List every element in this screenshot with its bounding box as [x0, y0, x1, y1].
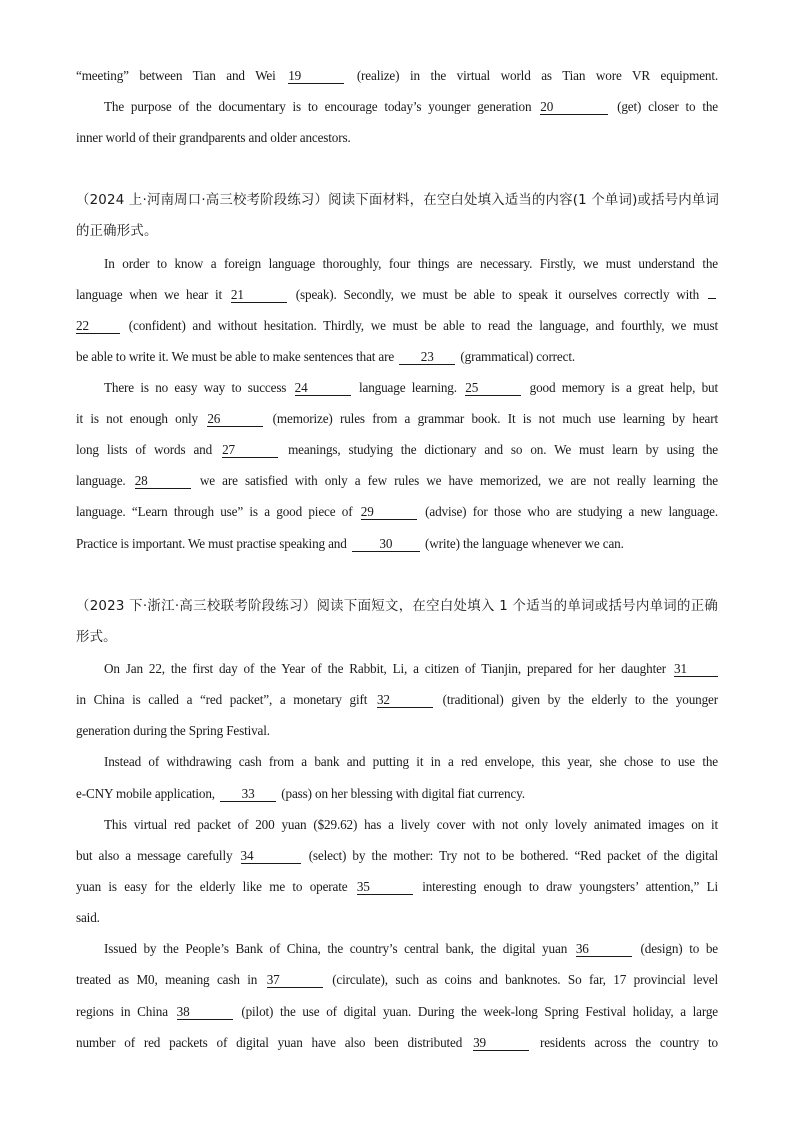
answer-blank-29[interactable]: 29 — [361, 504, 417, 520]
text-span: residents across the country to — [539, 1035, 718, 1050]
text-line — [76, 348, 718, 366]
answer-blank-22-start — [708, 298, 716, 299]
answer-blank-32[interactable]: 32 — [377, 692, 433, 708]
answer-blank-37[interactable]: 37 — [267, 972, 323, 988]
text-line — [76, 1034, 718, 1052]
text-line — [104, 940, 718, 958]
text-span: (realize) in the virtual world as Tian wore VR equipment. — [356, 68, 719, 83]
text-line: Instead of withdrawing cash from a bank and putting it in a red envelope, this year, she chose to use the — [104, 754, 718, 769]
text-span: meanings, studying the dictionary and so on. We must learn by using the — [288, 442, 719, 457]
question-header: 的正确形式。 — [76, 224, 158, 239]
answer-blank-26[interactable]: 26 — [207, 411, 263, 427]
answer-blank-39[interactable]: 39 — [473, 1035, 529, 1051]
text-span: (speak). Secondly, we must be able to speak it ourselves correctly with — [295, 287, 700, 302]
text-span: “meeting” between Tian and Wei — [76, 68, 276, 83]
answer-blank-27[interactable]: 27 — [222, 442, 278, 458]
text-line: In order to know a foreign language thoroughly, four things are necessary. Firstly, we must understand the — [104, 256, 718, 271]
text-span: e-CNY mobile application, — [76, 786, 215, 801]
text-line — [76, 1003, 718, 1021]
text-span: Practice is important. We must practise speaking and — [76, 536, 347, 551]
text-span: but also a message carefully — [76, 848, 233, 863]
text-span: yuan is easy for the elderly like me to operate — [76, 879, 348, 894]
answer-blank-31[interactable]: 31 — [674, 661, 718, 677]
text-line — [104, 660, 718, 678]
text-span: (memorize) rules from a grammar book. It is not much use learning by heart — [272, 411, 718, 426]
answer-blank-33[interactable]: 33 — [220, 786, 276, 802]
text-span: interesting enough to draw youngsters’ attention,” Li — [422, 879, 718, 894]
text-line — [76, 286, 718, 304]
text-line: This virtual red packet of 200 yuan ($29.62) has a lively cover with not only lovely animated images on it — [104, 817, 718, 832]
text-span: (pilot) the use of digital yuan. During the week-long Spring Festival holiday, a large — [241, 1004, 718, 1019]
answer-blank-38[interactable]: 38 — [177, 1004, 233, 1020]
text-line — [76, 472, 718, 490]
text-span: in China is called a “red packet”, a monetary gift — [76, 692, 368, 707]
text-span: Issued by the People’s Bank of China, the country’s central bank, the digital yuan — [104, 941, 568, 956]
answer-blank-34[interactable]: 34 — [241, 848, 301, 864]
answer-blank-28[interactable]: 28 — [135, 473, 191, 489]
answer-blank-22[interactable]: 22 — [76, 318, 120, 334]
text-span: (write) the language whenever we can. — [425, 536, 624, 551]
text-span: (circulate), such as coins and banknotes. So far, 17 provincial level — [332, 972, 718, 987]
answer-blank-20[interactable]: 20 — [540, 99, 608, 115]
text-span: language learning. — [359, 380, 457, 395]
text-span: (pass) on her blessing with digital fiat currency. — [281, 786, 525, 801]
text-span: good memory is a great help, but — [529, 380, 718, 395]
text-span: (design) to be — [640, 941, 718, 956]
text-span: be able to write it. We must be able to make sentences that are — [76, 349, 395, 364]
text-span: we are satisfied with only a few rules we have memorized, we are not really learning the — [199, 473, 719, 488]
answer-blank-23[interactable]: 23 — [399, 349, 455, 365]
answer-blank-24[interactable]: 24 — [295, 380, 351, 396]
question-header: 形式。 — [76, 630, 117, 645]
text-line — [76, 971, 718, 989]
text-line — [76, 878, 718, 896]
text-span: The purpose of the documentary is to encourage today’s younger generation — [104, 99, 532, 114]
text-span: language. — [76, 473, 126, 488]
text-line — [76, 535, 718, 553]
question-header: （2024 上·河南周口·高三校考阶段练习）阅读下面材料，在空白处填入适当的内容(1 个单词)或括号内单词 — [76, 193, 720, 208]
text-line: said. — [76, 910, 100, 925]
answer-blank-19[interactable]: 19 — [288, 68, 344, 84]
question-header: （2023 下·浙江·高三校联考阶段练习）阅读下面短文，在空白处填入 1 个适当的单词或括号内单词的正确 — [76, 599, 718, 614]
text-line — [76, 410, 718, 428]
answer-blank-21[interactable]: 21 — [231, 287, 287, 303]
text-line — [76, 503, 718, 521]
answer-blank-36[interactable]: 36 — [576, 941, 632, 957]
text-line — [76, 785, 718, 803]
text-line: generation during the Spring Festival. — [76, 723, 270, 738]
text-span: (grammatical) correct. — [460, 349, 575, 364]
text-span: number of red packets of digital yuan have also been distributed — [76, 1035, 463, 1050]
text-span: treated as M0, meaning cash in — [76, 972, 258, 987]
text-line — [76, 691, 718, 709]
text-line — [104, 98, 718, 116]
text-span: it is not enough only — [76, 411, 198, 426]
answer-blank-35[interactable]: 35 — [357, 879, 413, 895]
text-span: regions in China — [76, 1004, 168, 1019]
text-line: inner world of their grandparents and older ancestors. — [76, 130, 351, 145]
text-line — [104, 379, 718, 397]
text-span: (advise) for those who are studying a new language. — [425, 504, 718, 519]
text-span: (traditional) given by the elderly to the younger — [442, 692, 718, 707]
answer-blank-25[interactable]: 25 — [465, 380, 521, 396]
text-span: On Jan 22, the first day of the Year of the Rabbit, Li, a citizen of Tianjin, prepared for her daughter — [104, 661, 667, 676]
text-line — [76, 317, 718, 335]
text-span: language. “Learn through use” is a good piece of — [76, 504, 353, 519]
text-line — [76, 67, 718, 85]
text-line — [76, 441, 718, 459]
text-span: (select) by the mother: Try not to be bothered. “Red packet of the digital — [308, 848, 718, 863]
text-span: language when we hear it — [76, 287, 223, 302]
text-line — [76, 847, 718, 865]
text-span: There is no easy way to success — [104, 380, 287, 395]
text-span: (confident) and without hesitation. Thirdly, we must be able to read the language, and fourthly, we must — [128, 318, 718, 333]
answer-blank-30[interactable]: 30 — [352, 536, 420, 552]
text-span: (get) closer to the — [617, 99, 719, 114]
text-span: long lists of words and — [76, 442, 213, 457]
